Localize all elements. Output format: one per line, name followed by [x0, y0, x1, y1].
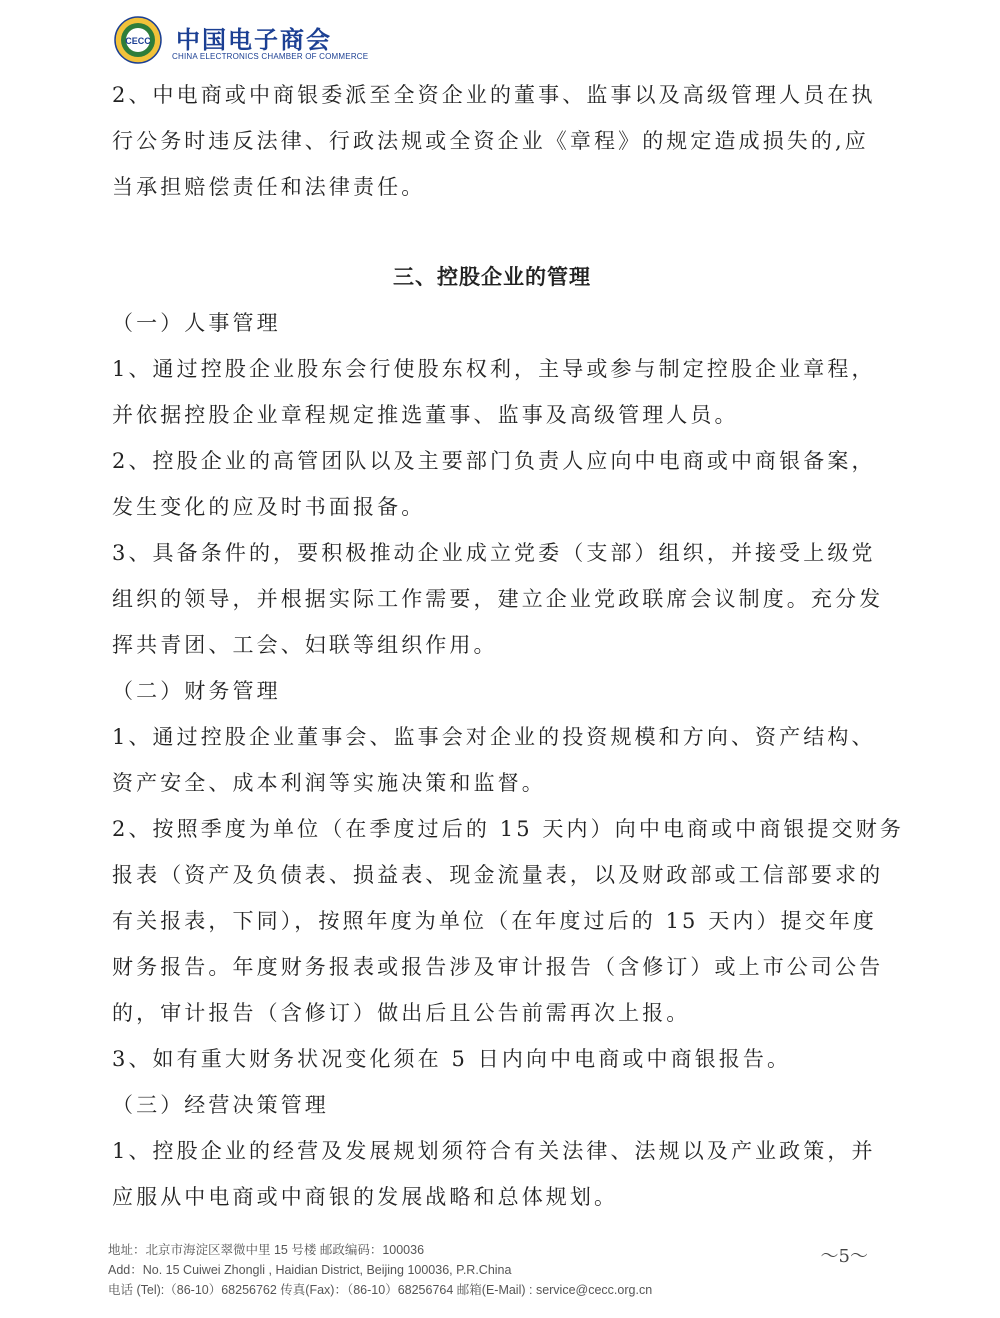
- paragraph-line: 3、如有重大财务状况变化须在 5 日内向中电商或中商银报告。: [112, 1047, 792, 1071]
- subsection-heading: （二）财务管理: [112, 679, 281, 703]
- footer-address-cn: 地址：北京市海淀区翠微中里 15 号楼 邮政编码：100036: [108, 1243, 425, 1257]
- paragraph-line: 挥共青团、工会、妇联等组织作用。: [112, 633, 498, 657]
- paragraph-line: 1、控股企业的经营及发展规划须符合有关法律、法规以及产业政策，并: [112, 1139, 876, 1163]
- paragraph-line: 3、具备条件的，要积极推动企业成立党委（支部）组织，并接受上级党: [112, 541, 876, 565]
- letterhead: [108, 10, 408, 66]
- org-name-cn: 中国电子商会: [176, 26, 332, 54]
- page-number: ～5～: [820, 1246, 868, 1267]
- logo-letters: CECC: [125, 36, 151, 46]
- section-title: 三、控股企业的管理: [393, 264, 591, 289]
- paragraph-line: 的，审计报告（含修订）做出后且公告前需再次上报。: [112, 1001, 691, 1025]
- paragraph-line: 资产安全、成本利润等实施决策和监督。: [112, 771, 546, 795]
- paragraph-line: 报表（资产及负债表、损益表、现金流量表，以及财政部或工信部要求的: [112, 863, 884, 887]
- paragraph-line: 1、通过控股企业股东会行使股东权利，主导或参与制定控股企业章程，: [112, 357, 876, 381]
- paragraph-line: 应服从中电商或中商银的发展战略和总体规划。: [112, 1185, 619, 1209]
- paragraph-line: 行公务时违反法律、行政法规或全资企业《章程》的规定造成损失的,应: [112, 129, 869, 153]
- paragraph-line: 组织的领导，并根据实际工作需要，建立企业党政联席会议制度。充分发: [112, 587, 884, 611]
- paragraph-line: 财务报告。年度财务报表或报告涉及审计报告（含修订）或上市公司公告: [112, 955, 884, 979]
- paragraph-line: 2、按照季度为单位（在季度过后的 15 天内）向中电商或中商银提交财务: [112, 817, 904, 841]
- document-body: [112, 72, 904, 1220]
- footer-contact: 电话 (Tel):（86-10）68256762 传真(Fax)：（86-10）68256764 邮箱(E-Mail) : service@cecc.org.cn: [108, 1283, 653, 1297]
- subsection-heading: （一）人事管理: [112, 311, 281, 335]
- paragraph-line: 发生变化的应及时书面报备。: [112, 495, 426, 519]
- org-name-en: CHINA ELECTRONICS CHAMBER OF COMMERCE: [172, 52, 369, 61]
- paragraph-line: 有关报表，下同），按照年度为单位（在年度过后的 15 天内）提交年度: [112, 909, 877, 933]
- letterhead-footer: [108, 1240, 868, 1300]
- paragraph-line: 2、中电商或中商银委派至全资企业的董事、监事以及高级管理人员在执: [112, 83, 876, 107]
- paragraph-line: 当承担赔偿责任和法律责任。: [112, 175, 426, 199]
- subsection-heading: （三）经营决策管理: [112, 1093, 329, 1117]
- paragraph-line: 2、控股企业的高管团队以及主要部门负责人应向中电商或中商银备案，: [112, 449, 876, 473]
- paragraph-line: 并依据控股企业章程规定推选董事、监事及高级管理人员。: [112, 403, 739, 427]
- footer-address-en: Add：No. 15 Cuiwei Zhongli , Haidian District, Beijing 100036, P.R.China: [108, 1263, 512, 1277]
- cecc-logo-icon: [114, 16, 162, 64]
- paragraph-line: 1、通过控股企业董事会、监事会对企业的投资规模和方向、资产结构、: [112, 725, 876, 749]
